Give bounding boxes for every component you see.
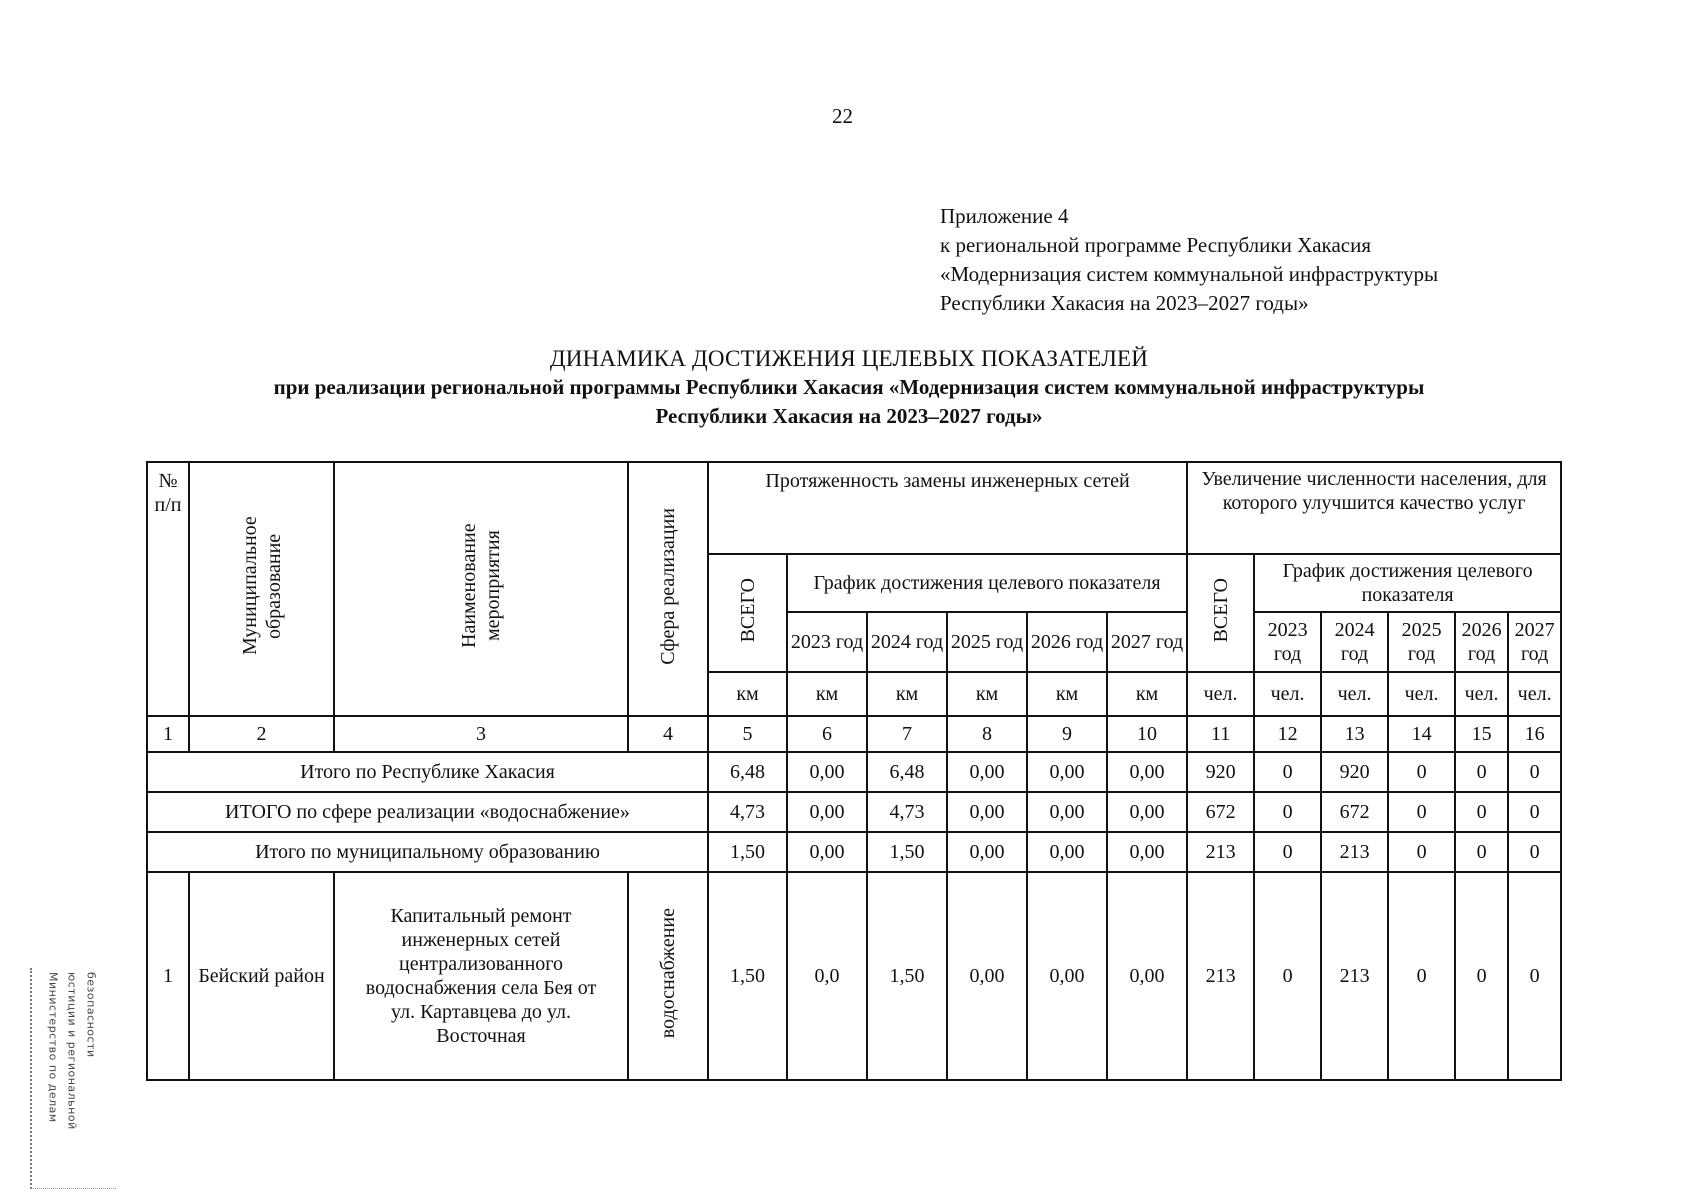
cell: 1,50 xyxy=(867,872,947,1080)
column-number: 12 xyxy=(1254,716,1321,752)
year-header: 2027 год xyxy=(1107,612,1187,672)
annex-line-2: к региональной программе Республики Хакасия xyxy=(940,233,1371,257)
summary-row-sphere xyxy=(147,792,1561,832)
year-header: 2023 год xyxy=(1254,612,1321,672)
stamp-line-3: безопасности xyxy=(84,972,98,1058)
unit-people: чел. xyxy=(1388,672,1455,716)
cell: 0,00 xyxy=(1027,832,1107,872)
unit-km: км xyxy=(947,672,1027,716)
cell: 0 xyxy=(1508,752,1561,792)
summary-label: ИТОГО по сфере реализации «водоснабжение» xyxy=(147,792,708,832)
cell: 213 xyxy=(1321,872,1388,1080)
cell: 4,73 xyxy=(867,792,947,832)
cell: 0,0 xyxy=(787,872,867,1080)
cell: 0 xyxy=(1254,752,1321,792)
header-networks-group: Протяженность замены инженерных сетей xyxy=(708,462,1187,554)
column-number: 3 xyxy=(334,716,628,752)
year-header: 2026 год xyxy=(1027,612,1107,672)
municipality-name: Бейский район xyxy=(189,872,334,1080)
cell: 213 xyxy=(1187,832,1254,872)
cell: 0,00 xyxy=(1027,752,1107,792)
header-total-people-text: ВСЕГО xyxy=(1209,577,1232,643)
cell: 0 xyxy=(1455,792,1508,832)
cell: 0,00 xyxy=(1027,792,1107,832)
cell: 6,48 xyxy=(867,752,947,792)
data-row xyxy=(147,872,1561,1080)
column-number: 1 xyxy=(147,716,189,752)
annex-line-4: Республики Хакасия на 2023–2027 годы» xyxy=(940,291,1309,315)
annex-line-1: Приложение 4 xyxy=(940,204,1069,228)
cell: 0 xyxy=(1508,872,1561,1080)
unit-people: чел. xyxy=(1254,672,1321,716)
page-number: 22 xyxy=(832,104,853,128)
column-number: 13 xyxy=(1321,716,1388,752)
unit-people: чел. xyxy=(1321,672,1388,716)
cell: 0 xyxy=(1508,832,1561,872)
annex-block xyxy=(940,202,1438,318)
column-number: 15 xyxy=(1455,716,1508,752)
cell: 0,00 xyxy=(947,832,1027,872)
unit-km: км xyxy=(1027,672,1107,716)
unit-km: км xyxy=(1107,672,1187,716)
sphere-name: водоснабжение xyxy=(657,907,679,1039)
title-main: ДИНАМИКА ДОСТИЖЕНИЯ ЦЕЛЕВЫХ ПОКАЗАТЕЛЕЙ xyxy=(549,346,1149,371)
column-number: 7 xyxy=(867,716,947,752)
summary-row-republic xyxy=(147,752,1561,792)
cell: 0 xyxy=(1254,872,1321,1080)
unit-km: км xyxy=(867,672,947,716)
cell: 0 xyxy=(1455,872,1508,1080)
column-number: 4 xyxy=(628,716,708,752)
unit-km: км xyxy=(787,672,867,716)
cell: 0,00 xyxy=(947,792,1027,832)
cell: 0 xyxy=(1455,832,1508,872)
indicators-table xyxy=(146,461,1562,1081)
cell: 0,00 xyxy=(1107,752,1187,792)
column-number: 10 xyxy=(1107,716,1187,752)
column-number: 14 xyxy=(1388,716,1455,752)
cell: 672 xyxy=(1187,792,1254,832)
cell: 6,48 xyxy=(708,752,787,792)
column-number: 6 xyxy=(787,716,867,752)
measure-name: Капитальный ремонт инженерных сетей централизованного водоснабжения села Бея от ул. Картавцева до ул. Восточная xyxy=(334,872,628,1080)
cell: 0,00 xyxy=(1027,872,1107,1080)
header-total-people xyxy=(1187,554,1254,672)
column-number-row xyxy=(147,716,1561,752)
header-municipality-text: Муниципальное образование xyxy=(238,516,285,656)
column-number: 5 xyxy=(708,716,787,752)
year-header: 2027 год xyxy=(1508,612,1561,672)
header-population-group: Увеличение численности населения, для которого улучшится качество услуг xyxy=(1187,462,1561,554)
cell: 1,50 xyxy=(708,832,787,872)
cell: 0,00 xyxy=(947,872,1027,1080)
year-header: 2023 год xyxy=(787,612,867,672)
column-number: 16 xyxy=(1508,716,1561,752)
summary-label: Итого по муниципальному образованию xyxy=(147,832,708,872)
column-number: 8 xyxy=(947,716,1027,752)
cell: 0,00 xyxy=(787,752,867,792)
cell: 213 xyxy=(1321,832,1388,872)
cell: 920 xyxy=(1321,752,1388,792)
cell: 0 xyxy=(1254,832,1321,872)
cell: 213 xyxy=(1187,872,1254,1080)
cell: 920 xyxy=(1187,752,1254,792)
year-header: 2024 год xyxy=(1321,612,1388,672)
cell: 1,50 xyxy=(708,872,787,1080)
cell: 0 xyxy=(1388,872,1455,1080)
stamp-line-1: Министерство по делам xyxy=(46,972,60,1123)
header-measure xyxy=(334,462,628,716)
header-schedule-people: График достижения целевого показателя xyxy=(1254,554,1561,612)
unit-people: чел. xyxy=(1187,672,1254,716)
summary-label: Итого по Республике Хакасия xyxy=(147,752,708,792)
row-number: 1 xyxy=(147,872,189,1080)
header-num: № п/п xyxy=(147,462,189,716)
cell: 0,00 xyxy=(1107,792,1187,832)
year-header: 2025 год xyxy=(1388,612,1455,672)
unit-km: км xyxy=(708,672,787,716)
year-header: 2025 год xyxy=(947,612,1027,672)
cell: 0,00 xyxy=(947,752,1027,792)
cell: 0 xyxy=(1388,792,1455,832)
unit-people: чел. xyxy=(1455,672,1508,716)
cell: 0 xyxy=(1508,792,1561,832)
cell: 0 xyxy=(1254,792,1321,832)
header-sphere-text: Сфера реализации xyxy=(657,507,679,665)
column-number: 11 xyxy=(1187,716,1254,752)
header-sphere xyxy=(628,462,708,716)
cell: 1,50 xyxy=(867,832,947,872)
header-schedule-km: График достижения целевого показателя xyxy=(787,554,1187,612)
cell: 0,00 xyxy=(787,792,867,832)
cell: 0,00 xyxy=(1107,832,1187,872)
document-title xyxy=(0,345,1698,431)
column-number: 2 xyxy=(189,716,334,752)
cell: 0 xyxy=(1455,752,1508,792)
cell: 672 xyxy=(1321,792,1388,832)
column-number: 9 xyxy=(1027,716,1107,752)
summary-row-municipality xyxy=(147,832,1561,872)
cell: 4,73 xyxy=(708,792,787,832)
year-header: 2024 год xyxy=(867,612,947,672)
cell: 0 xyxy=(1388,832,1455,872)
cell: 0,00 xyxy=(787,832,867,872)
title-sub-1: при реализации региональной программы Республики Хакасия «Модернизация систем коммунальной инфраструктуры xyxy=(273,375,1425,399)
registration-stamp xyxy=(34,972,110,1184)
year-header: 2026 год xyxy=(1455,612,1508,672)
header-total-km-text: ВСЕГО xyxy=(736,577,759,643)
header-total-km xyxy=(708,554,787,672)
cell: 0 xyxy=(1388,752,1455,792)
title-sub-2: Республики Хакасия на 2023–2027 годы» xyxy=(655,404,1043,428)
header-municipality xyxy=(189,462,334,716)
cell: 0,00 xyxy=(1107,872,1187,1080)
header-measure-text: Наименование мероприятия xyxy=(458,523,504,649)
stamp-line-2: юстиции и региональной xyxy=(65,972,79,1130)
sphere-cell xyxy=(628,872,708,1080)
unit-people: чел. xyxy=(1508,672,1561,716)
annex-line-3: «Модернизация систем коммунальной инфраструктуры xyxy=(940,262,1439,286)
